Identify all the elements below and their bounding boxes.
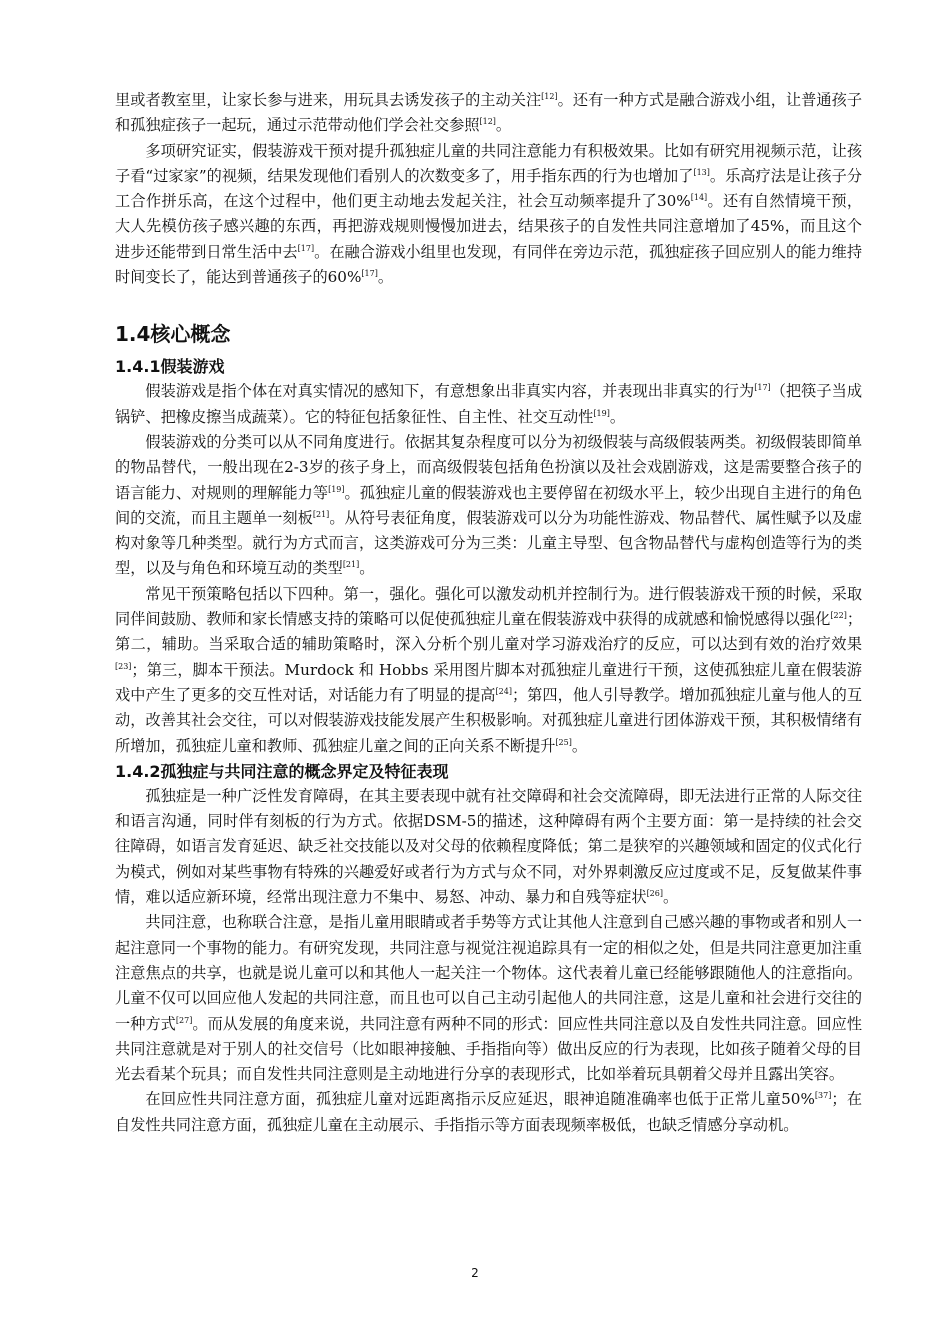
text-run: ；第三，脚本干预法。Murdock 和 Hobbs 采用图片脚本对孤独症儿童进行干预，这使孤独症儿童在假装游戏中产生了更多的交互性对话，对话能力有了明显的提高 xyxy=(115,660,862,704)
citation-ref: [17] xyxy=(361,269,378,279)
text-run: ；第二，辅助。当采取合适的辅助策略时，深入分析个别儿童对学习游戏治疗的反应，可以达到有效的治疗效果 xyxy=(115,610,862,654)
text-run: 。 xyxy=(609,407,626,426)
paragraph xyxy=(115,139,862,291)
subsection-heading: 1.4.1假装游戏 xyxy=(115,357,225,377)
document-body xyxy=(115,88,862,1138)
paragraph xyxy=(115,1087,862,1138)
text-run: 假装游戏是指个体在对真实情况的感知下，有意想象出非真实内容，并表现出非真实的行为 xyxy=(145,382,755,401)
citation-ref: [22] xyxy=(830,611,847,621)
text-run: 。 xyxy=(662,888,679,907)
text-run: 。 xyxy=(359,559,375,578)
citation-ref: [12] xyxy=(541,92,558,101)
citation-ref: [24] xyxy=(495,686,512,696)
paragraph xyxy=(115,784,862,910)
citation-ref: [21] xyxy=(342,560,360,570)
citation-ref: [14] xyxy=(690,193,708,203)
citation-ref: [25] xyxy=(555,737,572,747)
citation-ref: [13] xyxy=(693,167,710,177)
paragraph xyxy=(115,910,862,1087)
text-run: 里或者教室里，让家长参与进来，用玩具去诱发孩子的主动关注 xyxy=(115,91,542,109)
citation-ref: [23] xyxy=(115,661,132,671)
text-run: 。乐高疗法是让孩子分工合作拼乐高，在这个过程中，他们更主动地去发起关注，社会互动频率提升了30% xyxy=(115,166,863,211)
citation-ref: [27] xyxy=(175,1015,193,1025)
text-run: 。 xyxy=(571,736,588,755)
citation-ref: [12] xyxy=(479,117,496,127)
text-run: 。孤独症儿童的假装游戏也主要停留在初级水平上，较少出现自主进行的角色间的交流，而且主题单一刻板 xyxy=(115,483,863,527)
citation-ref: [19] xyxy=(328,484,345,494)
text-run: 在回应性共同注意方面，孤独症儿童对远距离指示反应延迟，眼神追随准确率也低于正常儿童50% xyxy=(145,1090,815,1109)
text-run: 。从符号表征角度，假装游戏可以分为功能性游戏、物品替代、属性赋予以及虚构对象等几种类型。就行为方式而言，这类游戏可分为三类：儿童主导型、包含物品替代与虚构创造等行为的类型，以及与角色和环境互动的类型 xyxy=(115,508,863,578)
citation-ref: [17] xyxy=(754,383,771,393)
text-run: 多项研究证实，假装游戏干预对提升孤独症儿童的共同注意能力有积极效果。比如有研究用视频示范，让孩子看“过家家”的视频，结果发现他们看别人的次数变多了，用手指东西的行为也增加了 xyxy=(115,141,862,185)
citation-ref: [17] xyxy=(297,243,315,253)
citation-ref: [37] xyxy=(814,1091,832,1101)
text-run: 。而从发展的角度来说，共同注意有两种不同的形式：回应性共同注意以及自发性共同注意。回应性共同注意就是对于别人的社交信号（比如眼神接触、手指指向等）做出反应的行为表现，比如孩子随着父母的目光去看某个玩具；而自发性共同注意则是主动地进行分享的表现形式，比如举着玩具朝着父母并且露出笑容。 xyxy=(115,1014,863,1084)
text-run: ；第四，他人引导教学。增加孤独症儿童与他人的互动，改善其社会交往，可以对假装游戏技能发展产生积极影响。对孤独症儿童进行团体游戏干预，其积极情绪有所增加，孤独症儿童和教师、孤独症儿童之间的正向关系不断提升 xyxy=(115,685,863,755)
text-run: 。 xyxy=(377,268,393,287)
paragraph xyxy=(115,88,862,139)
subsection-heading: 1.4.2孤独症与共同注意的概念界定及特征表现 xyxy=(115,761,449,781)
page-number: 2 xyxy=(471,1266,479,1280)
text-run: （把筷子当成锅铲、把橡皮擦当成蔬菜）。它的特征包括象征性、自主性、社交互动性 xyxy=(115,382,863,426)
text-run: 共同注意，也称联合注意，是指儿童用眼睛或者手势等方式让其他人注意到自己感兴趣的事物或者和别人一起注意同一个事物的能力。有研究发现，共同注意与视觉注视追踪具有一定的相似之处，但是共同注意更加注重注意焦点的共享，也就是说儿童可以和其他人一起关注一个物体。这代表着儿童已经能够跟随他人的注意指向。儿童不仅可以回应他人发起的共同注意，而且也可以自己主动引起他人的共同注意，这是儿童和社会进行交往的一种方式 xyxy=(115,913,862,1033)
text-run: 。 xyxy=(495,116,512,135)
citation-ref: [26] xyxy=(646,889,663,899)
citation-ref: [21] xyxy=(312,509,330,519)
citation-ref: [19] xyxy=(593,408,610,418)
text-run: ；在自发性共同注意方面，孤独症儿童在主动展示、手指指示等方面表现频率极低，也缺乏情感分享动机。 xyxy=(115,1090,863,1134)
text-run: 孤独症是一种广泛性发育障碍，在其主要表现中就有社交障碍和社会交流障碍，即无法进行正常的人际交往和语言沟通，同时伴有刻板的行为方式。依据DSM-5的描述，这种障碍有两个主要方面：第一是持续的社会交往障碍，如语言发育延迟、缺乏社交技能以及对父母的依赖程度降低；第二是狭窄的兴趣领域和固定的仪式化行为模式，例如对某些事物有特殊的兴趣爱好或者行为方式与众不同，对外界刺激反应过度或不足，反复做某件事情，难以适应新环境，经常出现注意力不集中、易怒、冲动、暴力和自残等症状 xyxy=(115,786,862,907)
text-run: 。还有自然情境干预，大人先模仿孩子感兴趣的东西，再把游戏规则慢慢加进去，结果孩子的自发性共同注意增加了45%，而且这个进步还能带到日常生活中去 xyxy=(115,192,863,261)
section-heading: 1.4核心概念 xyxy=(115,322,231,347)
paragraph xyxy=(115,430,862,582)
text-run: 常见干预策略包括以下四种。第一，强化。强化可以激发动机并控制行为。进行假装游戏干预的时候，采取同伴间鼓励、教师和家长情感支持的策略可以促使孤独症儿童在假装游戏中获得的成就感和愉悦感得以强化 xyxy=(115,584,862,629)
paragraph xyxy=(115,379,862,430)
paragraph xyxy=(115,582,862,759)
text-run: 假装游戏的分类可以从不同角度进行。依据其复杂程度可以分为初级假装与高级假装两类。初级假装即简单的物品替代，一般出现在2-3岁的孩子身上，而高级假装包括角色扮演以及社会戏剧游戏，这是需要整合孩子的语言能力、对规则的理解能力等 xyxy=(115,432,862,502)
text-run: 。还有一种方式是融合游戏小组，让普通孩子和孤独症孩子一起玩，通过示范带动他们学会社交参照 xyxy=(115,91,863,135)
text-run: 。在融合游戏小组里也发现，有同伴在旁边示范，孤独症孩子回应别人的能力维持时间变长了，能达到普通孩子的60% xyxy=(115,242,863,287)
